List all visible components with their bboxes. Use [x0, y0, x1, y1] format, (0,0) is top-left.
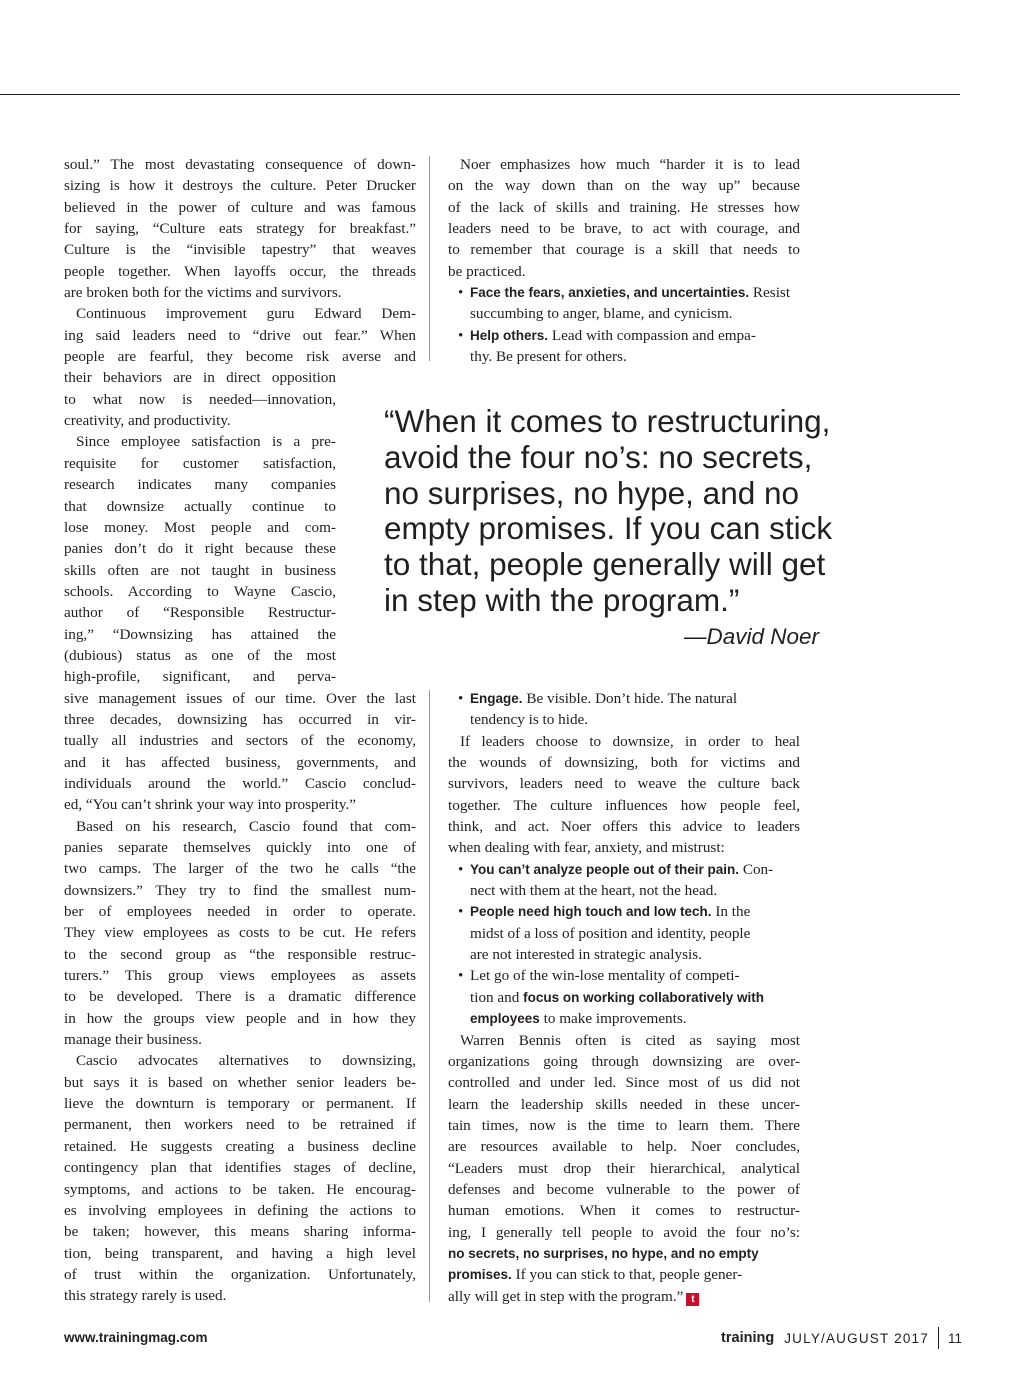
text-line: tain times, now is the time to learn them. There — [448, 1116, 800, 1134]
text-line: three decades, downsizing has occurred in vir- — [64, 710, 416, 728]
text-line: ing, I generally tell people to avoid the four no’s: — [448, 1223, 800, 1241]
bold-text: focus on working collaboratively with — [523, 989, 764, 1005]
bold-text: employees — [470, 1011, 540, 1027]
text-line: creativity, and productivity. — [64, 412, 231, 430]
text-line: midst of a loss of position and identity, people — [470, 924, 751, 942]
quote-line: no surprises, no hype, and no — [384, 474, 800, 511]
text-line: They view employees as costs to be cut. He refers — [64, 924, 416, 942]
quote-line: empty promises. If you can stick — [384, 510, 833, 547]
text-line: nect with them at the heart, not the head. — [470, 882, 718, 900]
text-line: controlled and under led. Since most of us did not — [448, 1074, 800, 1092]
text-line: think, and act. Noer offers this advice to leaders — [448, 818, 800, 836]
text-line: believed in the power of culture and was famous — [64, 198, 416, 216]
text-line: retained. He suggests creating a business decline — [64, 1137, 416, 1155]
text-line: are not interested in strategic analysis. — [470, 946, 702, 964]
text-line: Based on his research, Cascio found that com- — [76, 817, 416, 835]
quote-line: avoid the four no’s: no secrets, — [384, 438, 813, 475]
text-line: Continuous improvement guru Edward Dem- — [76, 305, 416, 323]
text-line: to what now is needed—innovation, — [64, 390, 336, 408]
text-line: requisite for customer satisfaction, — [64, 454, 336, 472]
text-line: schools. According to Wayne Cascio, — [64, 582, 336, 600]
text-line: panies separate themselves quickly into one of — [64, 839, 416, 856]
bullet-text: In the — [711, 903, 751, 921]
text-line: are resources available to help. Noer concludes, — [448, 1138, 800, 1156]
text-line: to remember that courage is a skill that needs to — [448, 241, 800, 259]
text-line: for saying, “Culture eats strategy for breakfast.” — [64, 220, 416, 238]
text-line: thy. Be present for others. — [470, 348, 627, 366]
text-line: Culture is the “invisible tapestry” that weaves — [64, 241, 416, 259]
text-line: (dubious) status as one of the most — [64, 646, 336, 664]
text-line: research indicates many companies — [64, 476, 336, 494]
text-line: defenses and become vulnerable to the power of — [448, 1180, 800, 1198]
bullet-heading: People need high touch and low tech. — [470, 904, 712, 920]
bullet-item — [458, 325, 800, 346]
text-line: manage their business. — [64, 1031, 202, 1049]
text-line: leaders need to be brave, to act with courage, and — [448, 220, 800, 238]
right-column-bottom — [448, 688, 800, 1307]
text-line: permanent, then workers need to be retrained if — [64, 1116, 416, 1134]
text-line: ber of employees needed in order to operate. — [64, 903, 416, 921]
text-line — [448, 1008, 800, 1029]
end-mark-icon: t — [686, 1293, 699, 1306]
quote-attribution: —David Noer — [683, 624, 819, 649]
bullet-heading: Help others. — [470, 327, 549, 343]
text-line: tion, being transparent, and having a high level — [64, 1244, 416, 1262]
text-line: tendency is to hide. — [470, 711, 589, 729]
text-line: Since employee satisfaction is a pre- — [76, 433, 336, 451]
issue-date: JULY/AUGUST 2017 — [784, 1330, 929, 1346]
text-line: that downsize actually continue to — [64, 497, 336, 515]
text-line: to be developed. There is a dramatic difference — [64, 988, 416, 1006]
text-run: tion and — [470, 988, 524, 1006]
text-line: skills often are not taught in business — [64, 561, 336, 579]
text-line: author of “Responsible Restructur- — [64, 604, 336, 622]
text-line: on the way down than on the way up” because — [448, 177, 800, 195]
text-line: ing said leaders need to “drive out fear.” When — [64, 326, 416, 344]
bullet-item — [458, 901, 800, 922]
text-line: survivors, leaders need to weave the culture back — [448, 775, 800, 793]
text-line: two camps. The larger of the two he calls “the — [64, 860, 416, 878]
text-line: Cascio advocates alternatives to downsizing, — [76, 1052, 416, 1070]
footer-url[interactable]: www.trainingmag.com — [64, 1330, 208, 1345]
text-line: organizations going through downsizing are over- — [448, 1052, 800, 1070]
footer-folio — [721, 1327, 962, 1349]
bullet-text: Resist — [749, 284, 791, 302]
text-line — [448, 1286, 800, 1307]
text-line: to the second group as “the responsible restruc- — [64, 945, 416, 963]
text-line: be taken; however, this means sharing informa- — [64, 1223, 416, 1241]
bullet-item — [458, 688, 800, 709]
text-line: ed, “You can’t shrink your way into prosperity.” — [64, 796, 357, 814]
quote-line: “When it comes to restructuring, — [384, 403, 831, 439]
text-line: soul.” The most devastating consequence of down- — [64, 156, 416, 173]
bullet-heading: You can’t analyze people out of their pain. — [470, 861, 740, 877]
text-line: this strategy rarely is used. — [64, 1287, 227, 1305]
text-line: their behaviors are in direct opposition — [64, 369, 336, 387]
text-line: “Leaders must drop their hierarchical, analytical — [448, 1159, 800, 1177]
text-line: people are fearful, they become risk averse and — [64, 348, 416, 366]
bullet-item — [458, 859, 800, 880]
bullet-heading: Engage. — [470, 691, 523, 706]
text-run: ally will get in step with the program.” — [448, 1287, 684, 1305]
text-line: but says it is based on whether senior leaders be- — [64, 1073, 416, 1091]
folio-divider — [938, 1327, 939, 1349]
text-line: and it has affected business, governments, and — [64, 753, 416, 771]
text-line: together. The culture influences how people feel, — [448, 796, 800, 814]
text-line: people together. When layoffs occur, the threads — [64, 262, 416, 280]
bullet-text: Be visible. Don’t hide. The natural — [522, 690, 738, 707]
quote-line: in step with the program.” — [384, 581, 740, 618]
text-line: If leaders choose to downsize, in order to heal — [460, 732, 800, 750]
text-line: individuals around the world.” Cascio conclud- — [64, 774, 416, 792]
bullet-item: • Let go of the win-lose mentality of competi- — [458, 965, 800, 986]
text-line: es involving employees in defining the actions to — [64, 1201, 416, 1219]
bullet-text: Lead with compassion and empa- — [548, 326, 756, 344]
text-line: symptoms, and actions to be taken. He encourag- — [64, 1180, 416, 1198]
text-line: Noer emphasizes how much “harder it is to lead — [460, 156, 800, 173]
text-run: to make improvements. — [539, 1010, 687, 1028]
text-line — [448, 1264, 800, 1285]
quote-line: to that, people generally will get — [384, 546, 826, 583]
text-line: panies don’t do it right because these — [64, 540, 336, 558]
column-divider-top — [429, 156, 430, 361]
bullet-text: Con- — [739, 860, 774, 878]
header-rule — [0, 94, 960, 95]
magazine-name: training — [721, 1330, 775, 1346]
bullet-item — [458, 282, 800, 303]
page-number: 11 — [947, 1330, 962, 1346]
text-line: learn the leadership skills needed in these uncer- — [448, 1095, 800, 1113]
text-line: sive management issues of our time. Over the last — [64, 689, 416, 707]
left-column — [64, 154, 416, 1307]
text-line: the wounds of downsizing, both for victims and — [448, 754, 800, 772]
text-line: contingency plan that identifies stages of decline, — [64, 1159, 416, 1177]
text-line: succumbing to anger, blame, and cynicism. — [470, 305, 733, 323]
text-run: If you can stick to that, people gener- — [511, 1266, 743, 1284]
text-line: human emotions. When it comes to restructur- — [448, 1202, 800, 1220]
text-line: Warren Bennis often is cited as saying most — [460, 1031, 800, 1049]
text-line: lose money. Most people and com- — [64, 518, 336, 536]
text-line: in how the groups view people and in how they — [64, 1009, 416, 1027]
text-line: high-profile, significant, and perva- — [64, 668, 336, 686]
pull-quote — [384, 403, 833, 619]
text-line: are broken both for the victims and survivors. — [64, 284, 342, 302]
text-line: when dealing with fear, anxiety, and mistrust: — [448, 839, 725, 857]
right-column-top — [448, 154, 800, 367]
text-line: turers.” This group views employees as assets — [64, 967, 416, 985]
text-line: of trust within the organization. Unfortunately, — [64, 1265, 416, 1283]
text-line: of the lack of skills and training. He stresses how — [448, 198, 800, 216]
text-line: tually all industries and sectors of the economy, — [64, 732, 416, 750]
text-line — [448, 987, 800, 1008]
text-line: ing,” “Downsizing has attained the — [64, 625, 336, 643]
text-line: sizing is how it destroys the culture. Peter Drucker — [64, 177, 416, 195]
bold-text: promises. — [448, 1267, 512, 1283]
text-line: downsizers.” They try to find the smallest num- — [64, 881, 416, 899]
bullet-heading: Face the fears, anxieties, and uncertainties. — [470, 285, 750, 301]
text-line: be practiced. — [448, 262, 526, 280]
text-line: lieve the downturn is temporary or permanent. If — [64, 1095, 416, 1113]
column-divider-bottom — [429, 690, 430, 1302]
text-line: no secrets, no surprises, no hype, and no empty — [448, 1245, 759, 1261]
